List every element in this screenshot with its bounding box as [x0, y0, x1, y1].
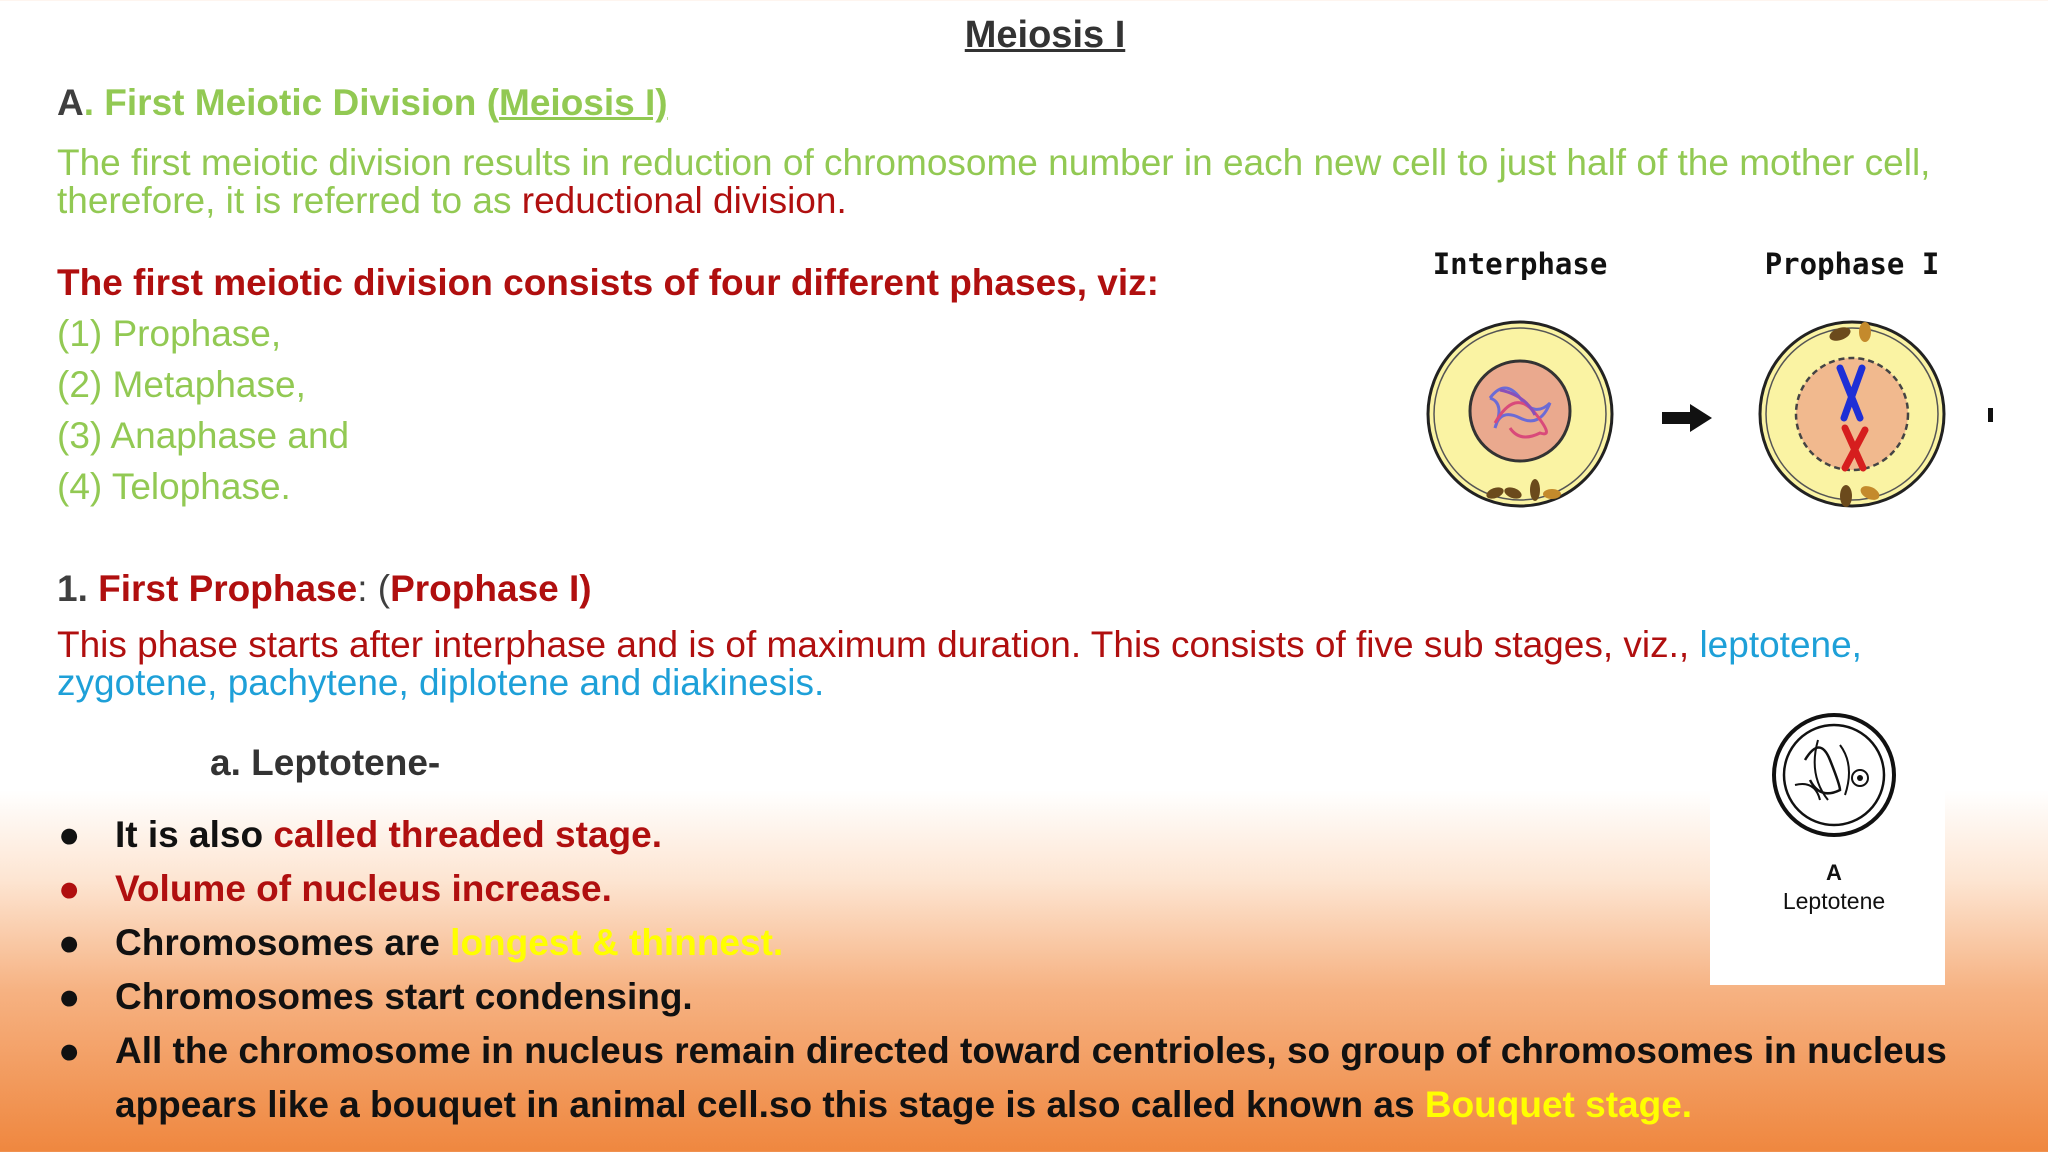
prophase-label-fig: Prophase I: [1764, 247, 1940, 281]
bullet-text: All the chromosome in nucleus remain directed toward centrioles, so group of chromosomes in nucleus appears like a bouquet in animal cell.so this stage is also called known as: [115, 1030, 1947, 1125]
section-a-heading: [57, 82, 668, 124]
prophase-desc-text: This phase starts after interphase and is of maximum duration. This consists of five sub stages, viz.,: [57, 624, 1700, 665]
phases-heading: The first meiotic division consists of four different phases, viz:: [57, 262, 1159, 303]
intro-paragraph: [57, 144, 2007, 220]
phase-item: (4) Telophase.: [57, 466, 291, 507]
intro-highlight: reductional division.: [521, 180, 847, 221]
bullet-text: Chromosomes start condensing.: [115, 976, 693, 1017]
phase-item: (1) Prophase,: [57, 313, 282, 354]
interphase-cell-icon: [1428, 322, 1612, 506]
figure-caption: Leptotene: [1782, 888, 1886, 914]
cell-division-figure: [1400, 228, 2000, 533]
section-label: First Meiotic Division: [104, 82, 487, 123]
prophase-label: First Prophase: [98, 568, 358, 609]
bullet-text: It is also: [115, 814, 274, 855]
slide-title: Meiosis I: [964, 14, 1126, 56]
leptotene-label: Leptotene-: [251, 742, 441, 783]
arrow-right-icon: [1662, 404, 1712, 432]
figure-letter: A: [1826, 860, 1842, 885]
prophase-number: 1.: [57, 568, 99, 609]
bullet-text: Volume of nucleus increase.: [115, 868, 612, 909]
bullet-highlight: longest & thinnest.: [450, 922, 784, 963]
bullet-text: Chromosomes are: [115, 922, 451, 963]
phase-item: (2) Metaphase,: [57, 364, 306, 405]
prophase-heading: [57, 568, 592, 610]
list-item: [58, 862, 1958, 916]
prophase-stages: leptotene, zygotene, pachytene, diplotene and diakinesis.: [57, 624, 1862, 703]
leptotene-heading: [210, 742, 440, 784]
list-item: [58, 1024, 1958, 1132]
meiosis-link[interactable]: Meiosis I): [499, 82, 668, 123]
leptotene-bullets: [58, 808, 1958, 1132]
section-dot: .: [83, 82, 95, 123]
leptotene-figure: [1710, 700, 1945, 985]
interphase-label: Interphase: [1432, 247, 1608, 281]
bullet-icon: ●: [58, 868, 81, 909]
prophase-description: [57, 626, 2007, 702]
intro-text: The first meiotic division results in reduction of chromosome number in each new cell to just half of the mother cell, therefore, it is referred to as: [57, 142, 1931, 221]
bullet-icon: ●: [58, 976, 81, 1017]
list-item: [58, 808, 1958, 862]
bullet-icon: ●: [58, 1030, 81, 1071]
cropped-mark: [1988, 408, 1993, 422]
section-letter: A: [57, 82, 84, 123]
prophase-sep: : (: [357, 568, 391, 609]
prophase-sub: Prophase I): [390, 568, 592, 609]
list-item: [58, 916, 1958, 970]
leptotene-cell-icon: [1774, 715, 1894, 835]
bullet-highlight: Bouquet stage.: [1424, 1084, 1693, 1125]
leptotene-letter: a.: [210, 742, 241, 783]
phase-item: (3) Anaphase and: [57, 415, 350, 456]
bullet-icon: ●: [58, 922, 81, 963]
prophase-cell-icon: [1760, 322, 1944, 507]
bullet-icon: ●: [58, 814, 81, 855]
list-item: [58, 970, 1958, 1024]
bullet-highlight: called threaded stage.: [273, 814, 662, 855]
section-paren: (: [486, 82, 500, 123]
